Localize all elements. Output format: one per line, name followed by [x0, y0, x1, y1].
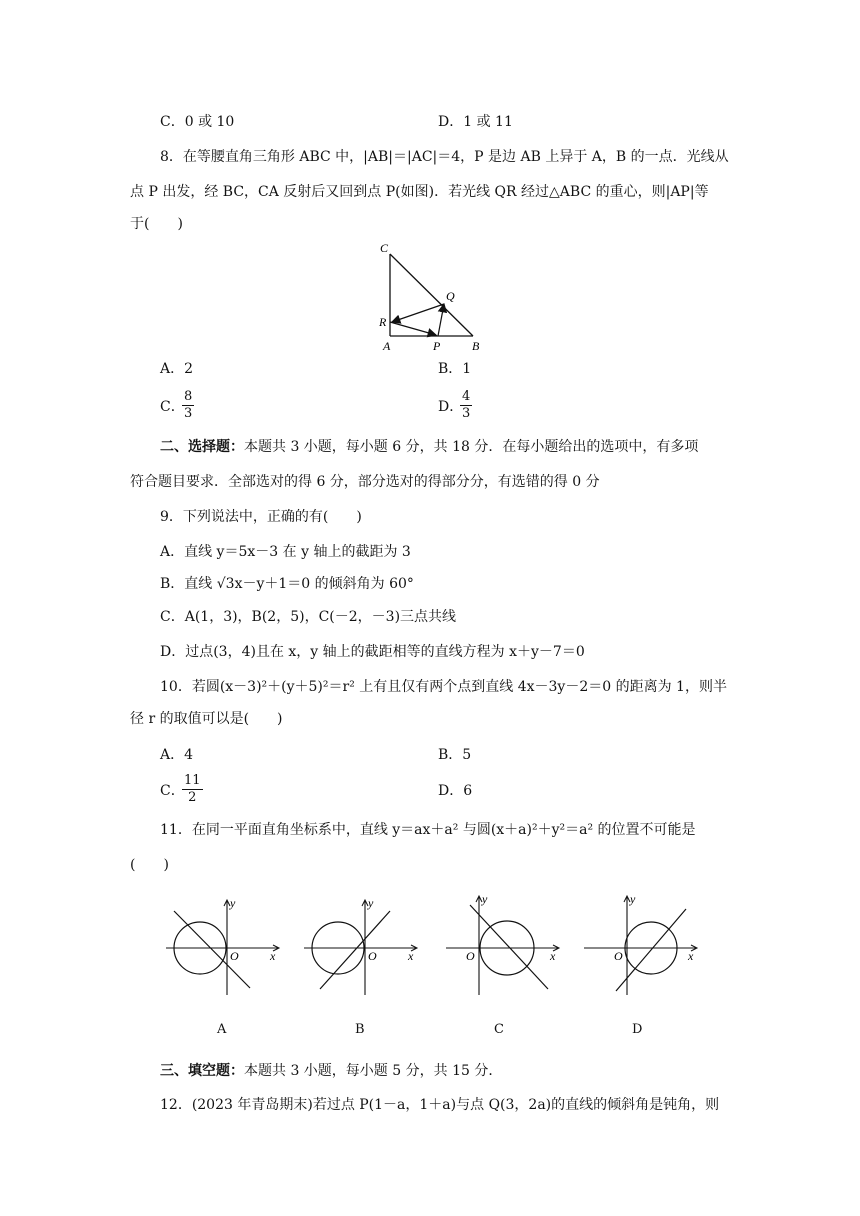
q10-option-c-letter: C．	[160, 783, 185, 799]
graph-d-x-label: x	[688, 949, 694, 963]
ray-qr	[392, 304, 444, 322]
q9-option-d: D．过点(3，4)且在 x，y 轴上的截距相等的直线方程为 x＋y－7＝0	[160, 644, 585, 660]
graph-c-x-label: x	[550, 949, 556, 963]
q10-option-c-fraction	[182, 773, 203, 806]
q11-graph-c	[440, 889, 565, 1005]
graph-c-y-label: y	[482, 892, 488, 906]
q9-stem: 9．下列说法中，正确的有( )	[160, 509, 362, 525]
q10-option-d: D．6	[438, 783, 473, 799]
graph-d-origin-label: O	[614, 949, 623, 963]
q11-graph-c-letter: C	[494, 1022, 504, 1037]
q11-graph-d-letter: D	[632, 1022, 643, 1037]
q8-option-d-fraction	[460, 389, 472, 422]
graph-c-origin-label: O	[466, 949, 475, 963]
q10-option-b: B．5	[438, 747, 472, 763]
graph-b-x-label: x	[408, 949, 414, 963]
graph-d-y-label: y	[630, 892, 636, 906]
q11-graph-d	[578, 889, 703, 1005]
q8-stem-line2: 点 P 出发，经 BC，CA 反射后又回到点 P(如图)．若光线 QR 经过△ABC 的重心，则|AP|等	[130, 184, 709, 200]
section-2-heading	[160, 437, 698, 457]
ray-pq	[438, 304, 444, 336]
q8-stem-line3: 于( )	[130, 216, 183, 232]
graph-b-origin-label: O	[368, 949, 377, 963]
section-2-desc-line2: 符合题目要求．全部选对的得 6 分，部分选对的得部分分，有选错的得 0 分	[130, 474, 600, 490]
q11-graph-b-letter: B	[355, 1022, 365, 1037]
fraction-denominator: 3	[184, 406, 193, 421]
q11-stem-line1: 11．在同一平面直角坐标系中，直线 y＝ax＋a² 与圆(x＋a)²＋y²＝a² 的位置不可能是	[160, 822, 696, 838]
q11-graph-a-letter: A	[217, 1022, 227, 1037]
fraction-numerator: 8	[184, 389, 193, 404]
q7-option-c: C．0 或 10	[160, 114, 235, 130]
section-3-desc: 本题共 3 小题，每小题 5 分，共 15 分．	[244, 1063, 503, 1079]
label-q: Q	[446, 289, 455, 303]
q8-option-c-letter: C．	[160, 399, 185, 415]
section-3-heading	[160, 1061, 502, 1081]
q11-graph-a	[160, 893, 285, 1005]
q8-option-b: B．1	[438, 361, 472, 377]
ray-rp	[390, 322, 436, 335]
q10-option-a: A．4	[160, 747, 194, 763]
q11-stem-line2: ( )	[130, 857, 169, 873]
q10-stem-line1: 10．若圆(x－3)²＋(y＋5)²＝r² 上有且仅有两个点到直线 4x－3y－2＝0 的距离为 1，则半	[160, 679, 727, 695]
label-b: B	[472, 339, 480, 353]
graph-a-y-label: y	[230, 896, 236, 910]
section-2-desc-line1: 本题共 3 小题，每小题 6 分，共 18 分．在每小题给出的选项中，有多项	[244, 439, 699, 455]
label-r: R	[379, 315, 387, 329]
q8-triangle-figure	[370, 236, 490, 354]
section-2-title: 二、选择题：	[160, 439, 244, 455]
q9-option-b: B．直线 √3x－y＋1＝0 的倾斜角为 60°	[160, 576, 414, 592]
q8-stem-line1: 8．在等腰直角三角形 ABC 中，|AB|＝|AC|＝4，P 是边 AB 上异于 A，B 的一点．光线从	[160, 149, 729, 165]
label-c: C	[380, 241, 389, 255]
q10-stem-line2: 径 r 的取值可以是( )	[130, 711, 283, 727]
section-3-title: 三、填空题：	[160, 1063, 244, 1079]
q8-option-d-letter: D．	[438, 399, 464, 415]
q11-graph-b	[298, 893, 423, 1005]
graph-a-origin-label: O	[230, 949, 239, 963]
q12-stem-line1: 12．(2023 年青岛期末)若过点 P(1－a，1＋a)与点 Q(3，2a)的直线的倾斜角是钝角，则	[160, 1097, 720, 1113]
q8-option-a: A．2	[160, 361, 194, 377]
graph-a-x-label: x	[270, 949, 276, 963]
fraction-numerator: 11	[184, 773, 201, 788]
side-bc	[390, 254, 473, 336]
label-p: P	[433, 339, 441, 353]
graph-b-y-label: y	[368, 896, 374, 910]
fraction-numerator: 4	[462, 389, 471, 404]
q9-option-a: A．直线 y＝5x－3 在 y 轴上的截距为 3	[160, 544, 411, 560]
q9-option-c: C．A(1，3)，B(2，5)，C(－2，－3)三点共线	[160, 609, 457, 625]
fraction-denominator: 3	[462, 406, 471, 421]
q7-option-d: D．1 或 11	[438, 114, 513, 130]
fraction-denominator: 2	[188, 790, 197, 805]
q8-option-c-fraction	[182, 389, 194, 422]
label-a: A	[383, 339, 391, 353]
